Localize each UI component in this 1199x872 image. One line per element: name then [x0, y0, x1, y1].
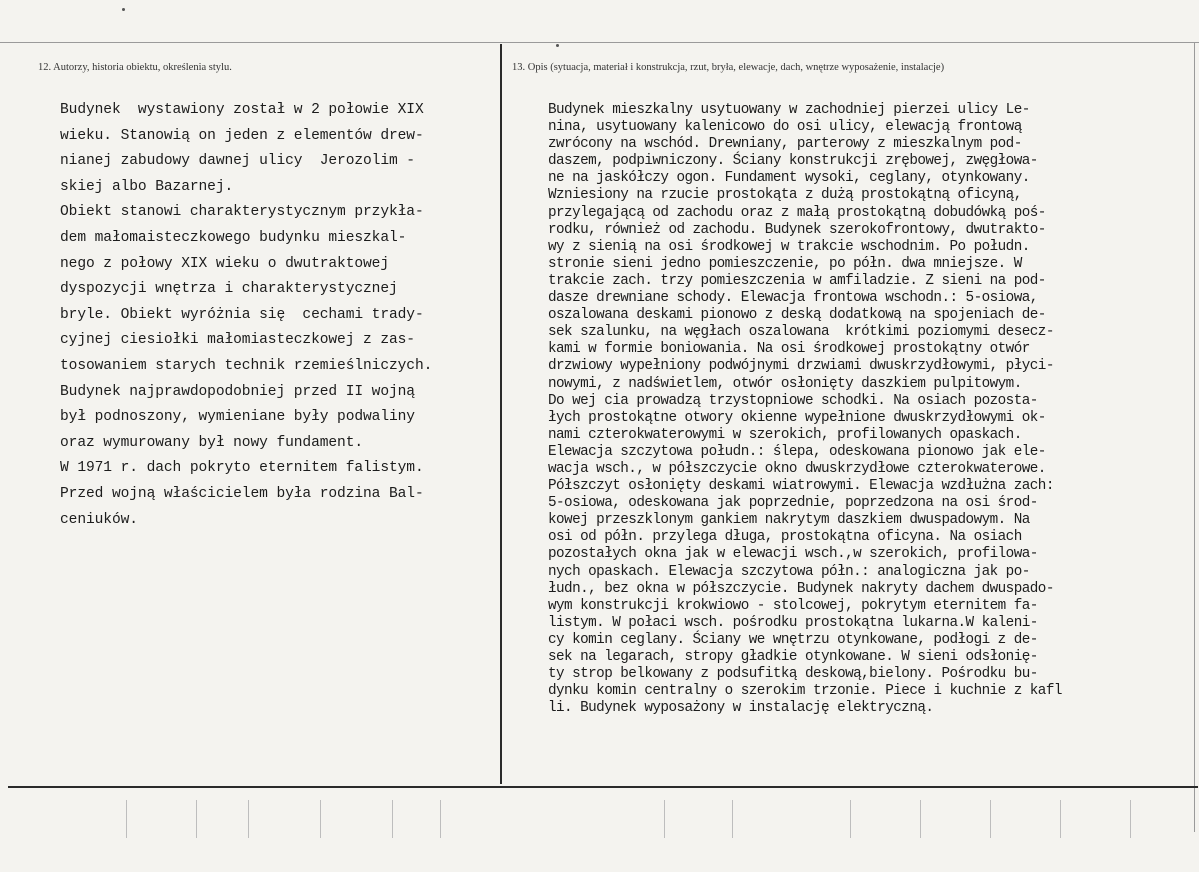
form-grid-tick: [732, 800, 733, 838]
history-text-line: był podnoszony, wymieniane były podwaliny: [60, 409, 415, 426]
description-text-line: sek na legarach, stropy gładkie otynkowane. W sieni odsłonię-: [548, 649, 1038, 665]
description-text-line: wy z sienią na osi środkowej w trakcie wschodnim. Po połudn.: [548, 238, 1030, 255]
history-text-line: nego z połowy XIX wieku o dwutraktowej: [60, 255, 389, 272]
section-13-header: 13. Opis (sytuacja, materiał i konstrukcja, rzut, bryła, elewacje, dach, wnętrze wyposażenie, instalacje): [512, 62, 945, 73]
description-text-line: łych prostokątne otwory okienne wypełnione dwuskrzydłowymi ok-: [548, 409, 1046, 426]
paper-speck: [122, 8, 125, 11]
description-text-line: Wzniesiony na rzucie prostokąta z dużą prostokątną oficyną,: [548, 187, 1022, 204]
description-text-line: sek szalunku, na węgłach oszalowana krótkimi poziomymi desecz-: [548, 324, 1054, 341]
history-text-line: W 1971 r. dach pokryto eternitem falistym.: [60, 460, 424, 477]
description-text-line: przylegającą od zachodu oraz z małą prostokątną dobudówką poś-: [548, 204, 1046, 221]
description-text-line: Półszczyt osłonięty deskami wiatrowymi. Elewacja wzdłużna zach:: [548, 478, 1054, 495]
form-grid-tick: [320, 800, 321, 838]
description-text-line: stronie sieni jedno pomieszczenie, po półn. dwa mniejsze. W: [548, 255, 1022, 272]
history-text-line: dem małomaisteczkowego budynku mieszkal-: [60, 229, 407, 246]
history-text-line: Budynek wystawiony został w 2 połowie XIX: [60, 102, 424, 118]
history-text-line: cyjnej ciesiołki małomiasteczkowej z zas-: [60, 332, 415, 349]
description-text-line: drzwiowy wypełniony podwójnymi drzwiami dwuskrzydłowymi, płyci-: [548, 358, 1054, 375]
form-grid-tick: [248, 800, 249, 838]
description-text-line: kowej przeszklonym gankiem nakrytym daszkiem dwuspadowym. Na: [548, 512, 1030, 529]
description-text-line: osi od półn. przylega długa, prostokątna oficyna. Na osiach: [548, 529, 1022, 546]
history-text-line: Przed wojną właścicielem była rodzina Bal-: [60, 485, 424, 502]
form-grid-tick: [850, 800, 851, 838]
form-grid-tick: [392, 800, 393, 838]
description-text-line: łudn., bez okna w półszczycie. Budynek nakryty dachem dwuspado-: [548, 580, 1054, 597]
description-text-line: Elewacja szczytowa połudn.: ślepa, odeskowana pionowo jak ele-: [548, 443, 1046, 460]
history-text-line: wieku. Stanowią on jeden z elementów drew-: [60, 127, 424, 144]
description-text-line: nowymi, z nadświetlem, otwór osłonięty daszkiem pulpitowym.: [548, 375, 1022, 392]
history-text-block: [60, 98, 500, 533]
frame-right-line: [1194, 42, 1195, 832]
history-text-line: dyspozycji wnętrza i charakterystycznej: [60, 281, 398, 298]
description-text-line: oszalowana deskami pionowo z deską dodatkową na spojeniach de-: [548, 307, 1046, 324]
history-text-line: Budynek najprawdopodobniej przed II wojną: [60, 383, 415, 400]
history-text-line: nianej zabudowy dawnej ulicy Jerozolim -: [60, 153, 415, 170]
bottom-rule: [8, 786, 1198, 788]
description-text-line: cy komin ceglany. Ściany we wnętrzu otynkowane, podłogi z de-: [548, 631, 1038, 648]
form-grid-tick: [126, 800, 127, 838]
description-text-line: wacja wsch., w półszczycie okno dwuskrzydłowe czterokwaterowe.: [548, 460, 1046, 477]
description-text-line: nych opaskach. Elewacja szczytowa półn.: analogiczna jak po-: [548, 563, 1030, 580]
description-text-line: trakcie zach. trzy pomieszczenia w amfiladzie. Z sieni na pod-: [548, 272, 1046, 289]
description-text-line: nami czterokwaterowymi w szerokich, profilowanych opaskach.: [548, 426, 1022, 443]
description-text-block: [548, 102, 1194, 717]
form-grid-ticks: [0, 800, 1199, 840]
form-grid-tick: [1060, 800, 1061, 838]
description-text-line: ty strop belkowany z podsufitką deskową,bielony. Pośrodku bu-: [548, 666, 1038, 683]
description-text-line: zwrócony na wschód. Drewniany, parterowy z mieszkalnym pod-: [548, 136, 1022, 153]
description-text-line: Budynek mieszkalny usytuowany w zachodniej pierzei ulicy Le-: [548, 102, 1030, 118]
frame-top-line: [0, 42, 1199, 43]
history-text-line: Obiekt stanowi charakterystycznym przykła-: [60, 204, 424, 221]
description-text-line: Do wej cia prowadzą trzystopniowe schodki. Na osiach pozosta-: [548, 392, 1038, 409]
description-text-line: listym. W połaci wsch. pośrodku prostokątna lukarna.W kaleni-: [548, 614, 1038, 631]
description-text-line: nina, usytuowany kalenicowo do osi ulicy, elewacją frontową: [548, 119, 1022, 136]
form-grid-tick: [1130, 800, 1131, 838]
description-text-line: kami w formie boniowania. Na osi środkowej prostokątny otwór: [548, 341, 1030, 358]
paper-speck: [556, 44, 559, 47]
history-text-line: tosowaniem starych technik rzemieślniczych.: [60, 357, 433, 374]
description-text-line: li. Budynek wyposażony w instalację elektryczną.: [548, 700, 934, 717]
description-text-line: pozostałych okna jak w elewacji wsch.,w szerokich, profilowa-: [548, 546, 1038, 563]
history-text-line: skiej albo Bazarnej.: [60, 178, 234, 195]
description-text-line: wym konstrukcji krokwiowo - stolcowej, pokrytym eternitem fa-: [548, 597, 1038, 614]
description-text-line: dasze drewniane schody. Elewacja frontowa wschodn.: 5-osiowa,: [548, 290, 1038, 307]
description-text-line: dynku komin centralny o szerokim trzonie. Piece i kuchnie z kafl: [548, 683, 1062, 700]
form-grid-tick: [196, 800, 197, 838]
description-text-line: rodku, również od zachodu. Budynek szerokofrontowy, dwutrakto-: [548, 221, 1046, 238]
form-grid-tick: [664, 800, 665, 838]
form-grid-tick: [920, 800, 921, 838]
history-text-line: bryle. Obiekt wyróżnia się cechami trady-: [60, 306, 424, 323]
column-divider: [500, 44, 502, 784]
description-text-line: 5-osiowa, odeskowana jak poprzednie, poprzedzona na osi środ-: [548, 495, 1038, 512]
section-12-header: 12. Autorzy, historia obiektu, określenia stylu.: [38, 62, 232, 73]
history-text-line: oraz wymurowany był nowy fundament.: [60, 434, 364, 451]
form-grid-tick: [990, 800, 991, 838]
description-text-line: ne na jaskółczy ogon. Fundament wysoki, ceglany, otynkowany.: [548, 170, 1030, 187]
form-grid-tick: [440, 800, 441, 838]
description-text-line: daszem, podpiwniczony. Ściany konstrukcji zrębowej, zwęgłowa-: [548, 153, 1038, 170]
history-text-line: ceniuków.: [60, 511, 138, 528]
